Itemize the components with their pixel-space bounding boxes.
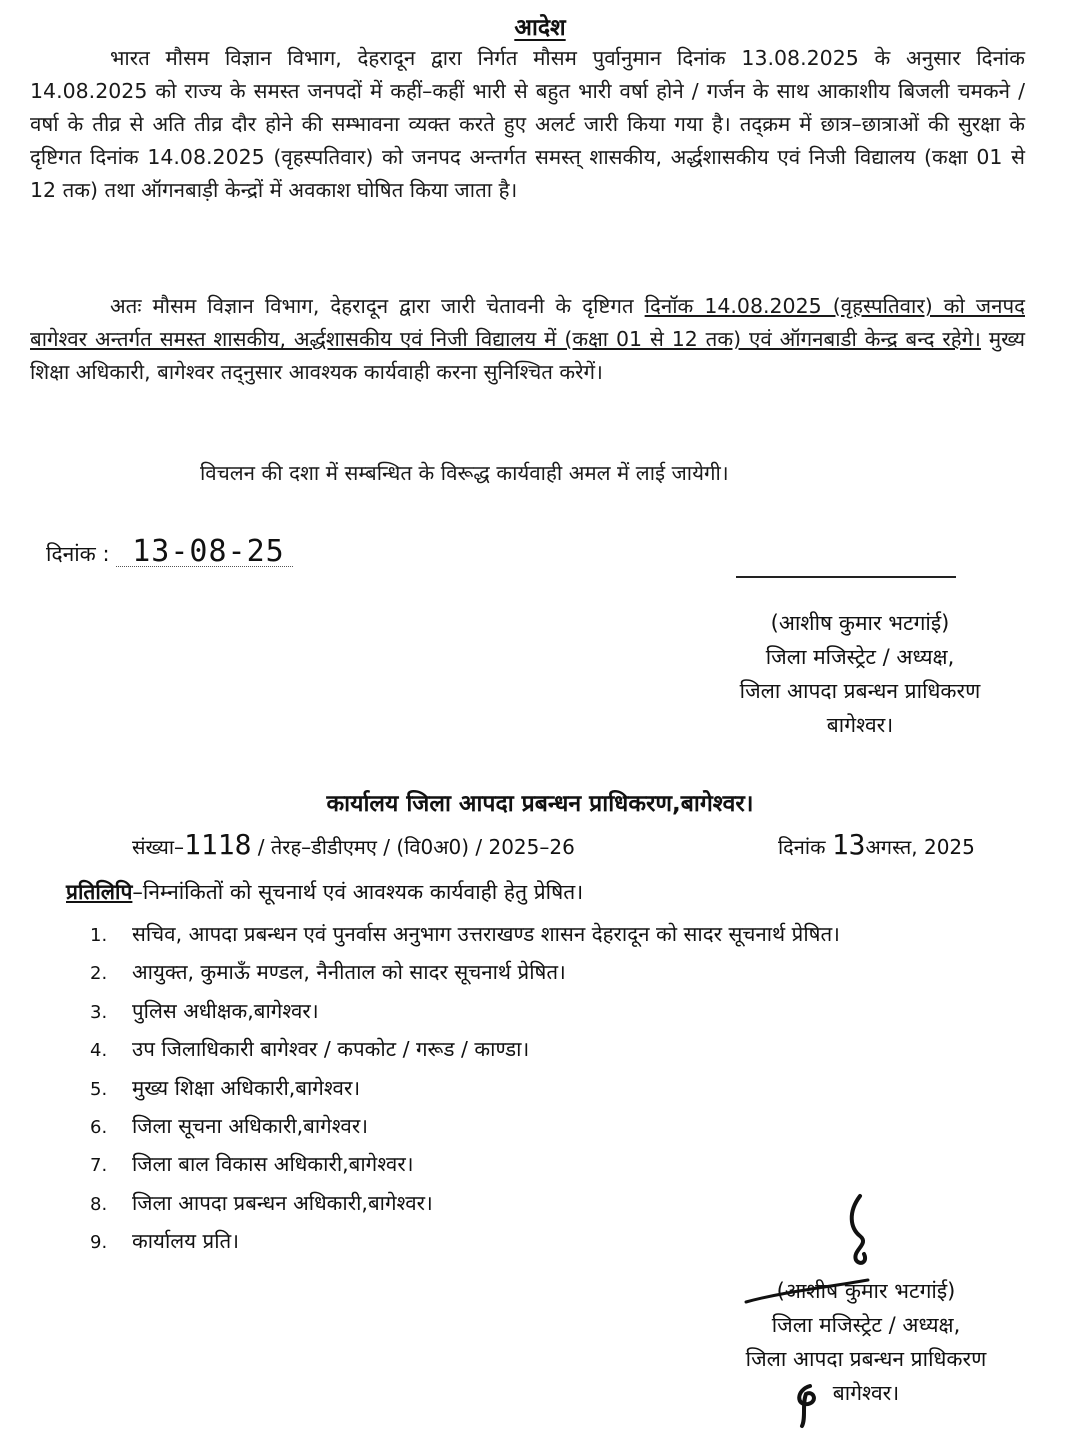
signatory-1-name: (आशीष कुमार भटगांई) (770, 611, 950, 635)
order-paragraph-2-closing: मुख्य शिक्षा अधिकारी, बागेश्वर तद्नुसार आवश्यक कार्यवाही करना सुनिश्चित करेगें। (30, 327, 1025, 384)
order-title: आदेश (514, 15, 566, 41)
signatory-1-place: बागेश्वर। (826, 713, 894, 737)
list-item: 4. उप जिलाधिकारी बागेश्वर / कपकोट / गरूड / काण्डा। (90, 1037, 530, 1062)
copy-to-heading: प्रतिलिपि–निम्नांकितों को सूचनार्थ एवं आवश्यक कार्यवाही हेतु प्रेषित। (66, 880, 584, 904)
signatory-1-authority: जिला आपदा प्रबन्धन प्राधिकरण (739, 679, 981, 703)
reference-date: दिनांक 13अगस्त, 2025 (778, 828, 975, 861)
list-item: 2. आयुक्त, कुमाऊँ मण्डल, नैनीताल को सादर सूचनार्थ प्रेषित। (90, 960, 566, 985)
signature-line (736, 576, 956, 578)
reference-date-handwritten-day: 13 (831, 828, 866, 861)
reference-number-handwritten: 1118 (184, 828, 252, 861)
order-paragraph-3: विचलन की दशा में सम्बन्धित के विरूद्ध कार्यवाही अमल में लाई जायेगी। (200, 461, 729, 485)
list-item: 3. पुलिस अधीक्षक,बागेश्वर। (90, 998, 319, 1023)
order-paragraph-2 (30, 290, 1025, 389)
list-item: 5. मुख्य शिक्षा अधिकारी,बागेश्वर। (90, 1075, 361, 1100)
handwritten-initial-mark (830, 1192, 890, 1272)
list-item: 6. जिला सूचना अधिकारी,बागेश्वर। (90, 1114, 368, 1139)
order-paragraph-1: भारत मौसम विज्ञान विभाग, देहरादून द्वारा निर्गत मौसम पुर्वानुमान दिनांक 13.08.2025 के अनुसार दिनांक 14.08.2025 को राज्य के समस्त जनपदों में कहीं–कहीं भारी से बहुत भारी वर्षा होने / गर्जन के साथ आकाशीय बिजली चमकने / वर्षा के तीव्र से अति तीव्र दौर होने की सम्भावना व्यक्त करते हुए अलर्ट जारी किया गया है। तद्क्रम में छात्र–छात्राओं की सुरक्षा के दृष्टिगत दिनांक 14.08.2025 (वृहस्पतिवार) को जनपद अन्तर्गत समस्त् शासकीय, अर्द्धशासकीय एवं निजी विद्यालय (कक्षा 01 से 12 तक) तथा ऑगनबाड़ी केन्द्रों में अवकाश घोषित किया जाता है। (30, 46, 1025, 202)
order-paragraph-2-intro: अतः मौसम विज्ञान विभाग, देहरादून द्वारा जारी चेतावनी के दृष्टिगत (110, 294, 645, 318)
reference-number: संख्या–1118 / तेरह–डीडीएमए / (वि0अ0) / 2025–26 (132, 828, 575, 861)
list-item: 7. जिला बाल विकास अधिकारी,बागेश्वर। (90, 1152, 414, 1177)
signatory-2-authority: जिला आपदा प्रबन्धन प्राधिकरण (745, 1347, 987, 1371)
order-date-label: दिनांक : (46, 542, 110, 566)
copy-to-list (90, 916, 840, 1262)
handwritten-initial-mark-bottom (788, 1380, 828, 1430)
signatory-2-place: बागेश्वर। (832, 1381, 900, 1405)
office-heading: कार्यालय जिला आपदा प्रबन्धन प्राधिकरण,बागेश्वर। (326, 791, 754, 817)
order-paragraph-2-underlined: दिनॉक 14.08.2025 (वृहस्पतिवार) को जनपद बागेश्वर अन्तर्गत समस्त शासकीय, अर्द्धशासकीय एवं निजी विद्यालय में (कक्षा 01 से 12 तक) एवं ऑगनबाडी केन्द्र बन्द रहेगे। (30, 294, 1025, 351)
signature-stroke (742, 1278, 872, 1308)
signatory-block-1 (700, 606, 1020, 742)
list-item: 8. जिला आपदा प्रबन्धन अधिकारी,बागेश्वर। (90, 1190, 433, 1215)
signatory-1-designation: जिला मजिस्ट्रेट / अध्यक्ष, (765, 645, 955, 669)
list-item: 9. कार्यालय प्रति। (90, 1229, 239, 1254)
copy-to-label: प्रतिलिपि (66, 880, 133, 904)
list-item: 1. सचिव, आपदा प्रबन्धन एवं पुनर्वास अनुभाग उत्तराखण्ड शासन देहरादून को सादर सूचनार्थ प्रेषित। (90, 922, 840, 946)
signatory-2-name: (आशीष कुमार भटगांई) (776, 1279, 956, 1303)
signatory-2-designation: जिला मजिस्ट्रेट / अध्यक्ष, (771, 1313, 961, 1337)
order-date-handwritten: 13-08-25 (116, 542, 293, 567)
order-date (46, 534, 293, 569)
